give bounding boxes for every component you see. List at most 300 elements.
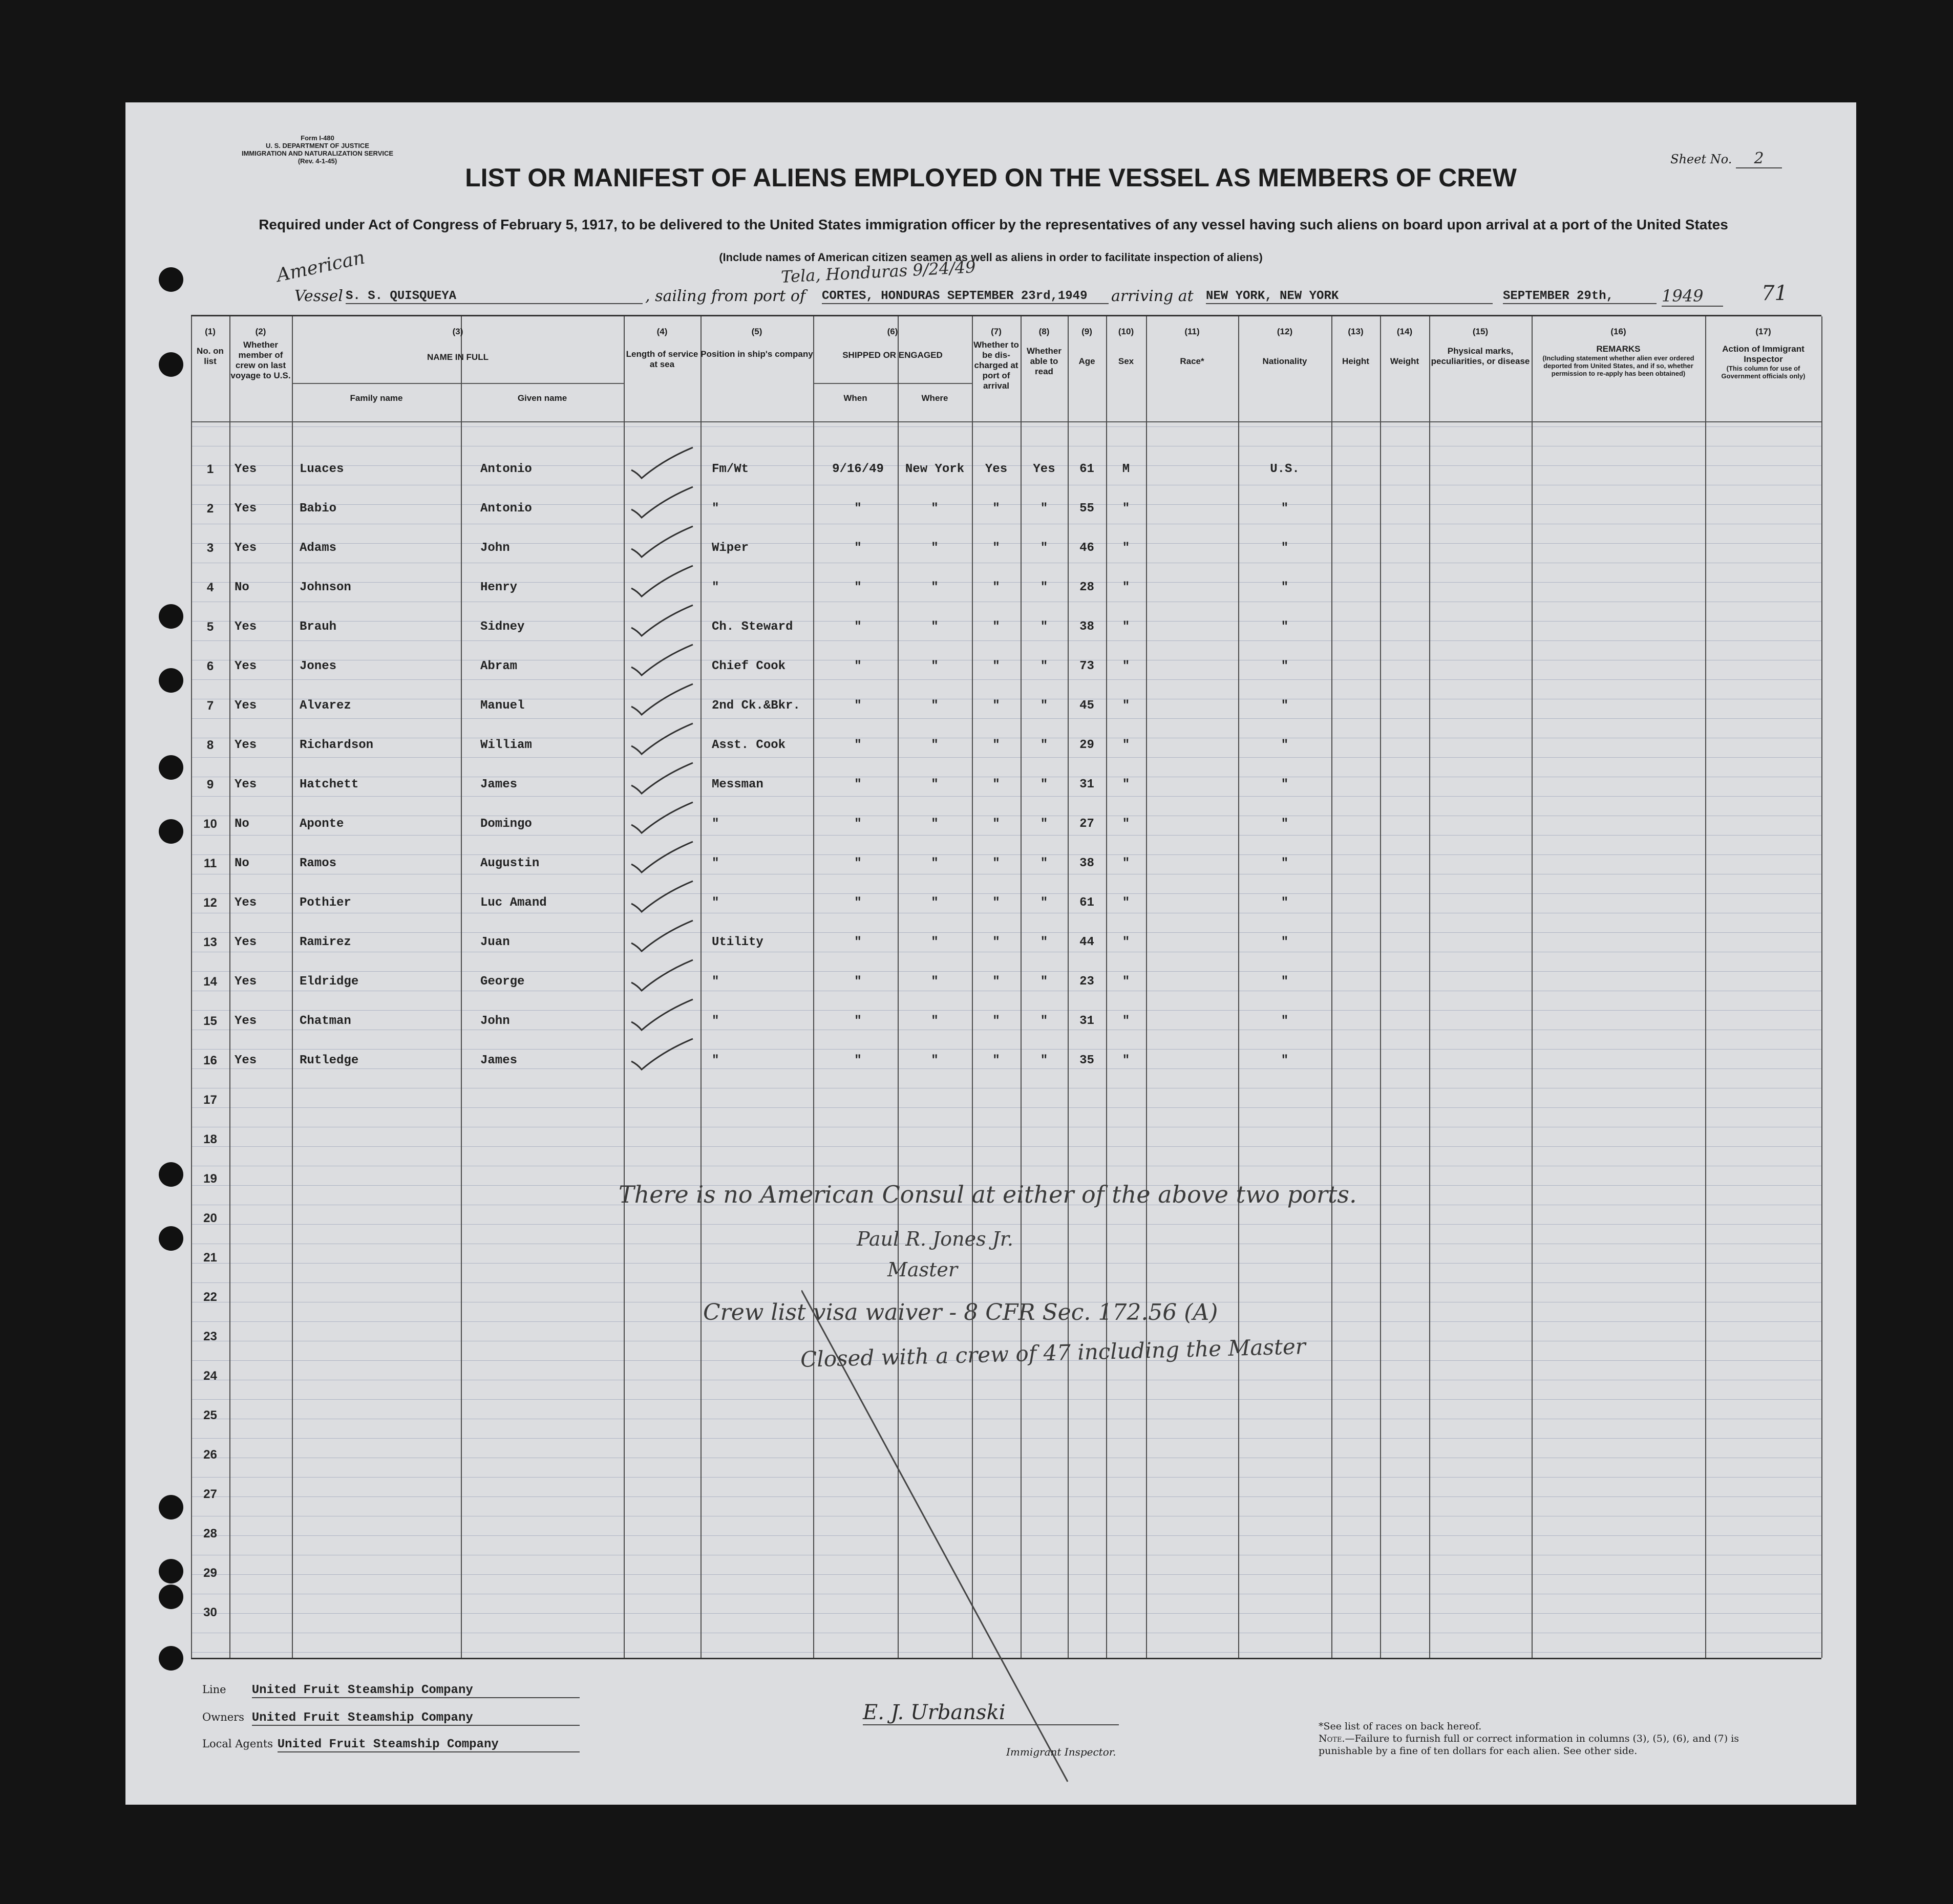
row-family-name: Chatman [300,1014,351,1028]
row-age: 45 [1079,699,1094,713]
row-last-voyage: Yes [235,541,257,555]
row-position: " [712,581,719,594]
row-given-name: Sidney [480,620,525,634]
row-position: Wiper [712,541,749,555]
row-given-name: Antonio [480,502,532,516]
col-line [292,316,293,1658]
row-last-voyage: No [235,581,249,594]
row-family-name: Pothier [300,896,351,910]
row-discharged: " [992,817,1000,831]
ruled-line [191,1146,1821,1147]
row-able-to-read: Yes [1033,462,1055,476]
sailing-port: CORTES, HONDURAS SEPTEMBER 23rd,1949 [822,289,1109,304]
punch-hole [159,1226,183,1251]
agents-value: United Fruit Steamship Company [278,1738,580,1752]
punch-hole [159,1559,183,1584]
row-shipped-when: 9/16/49 [832,462,884,476]
row-able-to-read: " [1040,1014,1048,1028]
row-able-to-read: " [1040,817,1048,831]
row-family-name: Luaces [300,462,344,476]
row-last-voyage: Yes [235,896,257,910]
ruled-line [191,640,1821,641]
row-nationality: " [1281,659,1289,673]
row-position: Asst. Cook [712,738,786,752]
page-title: LIST OR MANIFEST OF ALIENS EMPLOYED ON THE VESSEL AS MEMBERS OF CREW [465,163,1517,192]
col17-header: (17) Action of Immigrant Inspector (This column for use of Government officials only) [1721,327,1806,380]
row-nationality: " [1281,620,1289,634]
row-last-voyage: Yes [235,699,257,713]
row-age: 31 [1079,778,1094,791]
ruled-line [191,1263,1821,1264]
row-sex: " [1122,1014,1130,1028]
ruled-line [191,757,1821,758]
row-row-number: 12 [203,896,217,910]
row-shipped-when: " [854,502,862,516]
checkmark-icon [627,523,699,559]
row-shipped-when: " [854,817,862,831]
form-service: IMMIGRATION AND NATURALIZATION SERVICE [241,149,394,157]
row-nationality: " [1281,1014,1289,1028]
inspector-label: Immigrant Inspector. [1006,1746,1116,1758]
row-nationality: " [1281,502,1289,516]
row-able-to-read: " [1040,935,1048,949]
col-line [1532,316,1533,1658]
row-given-name: Augustin [480,857,540,870]
row-given-name: Luc Amand [480,896,547,910]
col16-header: (16) REMARKS (Including statement whether alien ever ordered deported from United States, and if so, whether permission to re-apply has been obtained) [1542,327,1694,377]
row-shipped-where: " [931,817,939,831]
when-header: When [843,393,867,403]
row-last-voyage: Yes [235,1014,257,1028]
arriving-label: arriving at [1111,287,1194,305]
row-sex: " [1122,935,1130,949]
row-nationality: " [1281,857,1289,870]
row-number: 21 [203,1251,217,1265]
col-line [1146,316,1147,1658]
row-position: 2nd Ck.&Bkr. [712,699,800,713]
row-row-number: 11 [203,857,217,870]
row-able-to-read: " [1040,620,1048,634]
agents-row: Local Agents United Fruit Steamship Company [202,1738,580,1752]
row-number: 25 [203,1408,217,1422]
row-able-to-read: " [1040,778,1048,791]
row-position: Utility [712,935,763,949]
row-shipped-when: " [854,896,862,910]
row-able-to-read: " [1040,896,1048,910]
row-family-name: Aponte [300,817,344,831]
row-age: 23 [1079,975,1094,989]
row-able-to-read: " [1040,541,1048,555]
row-last-voyage: Yes [235,620,257,634]
header-bottom-line [191,421,1821,422]
row-age: 46 [1079,541,1094,555]
races-note: *See list of races on back hereof. [1319,1721,1482,1732]
row-nationality: " [1281,778,1289,791]
row-last-voyage: Yes [235,935,257,949]
row-able-to-read: " [1040,502,1048,516]
row-family-name: Richardson [300,738,374,752]
name-subheader-line [292,383,624,384]
row-shipped-where: " [931,581,939,594]
vessel-line [279,284,1820,310]
row-able-to-read: " [1040,857,1048,870]
port-correction-handwritten: Tela, Honduras 9/24/49 [780,257,976,287]
row-last-voyage: No [235,817,249,831]
consul-note: There is no American Consul at either of the above two ports. [619,1181,1357,1208]
row-nationality: " [1281,738,1289,752]
row-given-name: Domingo [480,817,532,831]
checkmark-icon [627,563,699,598]
row-age: 28 [1079,581,1094,594]
checkmark-icon [627,602,699,638]
row-position: Messman [712,778,763,791]
sailing-label: , sailing from port of [645,287,806,305]
col-line [1429,316,1430,1658]
row-shipped-where: " [931,896,939,910]
checkmark-icon [627,760,699,796]
row-sex: " [1122,817,1130,831]
row-shipped-when: " [854,975,862,989]
col-line [1331,316,1332,1658]
visa-waiver-note: Crew list visa waiver - 8 CFR Sec. 172.56 (A) [703,1299,1218,1325]
row-position: Ch. Steward [712,620,793,634]
form-number: Form I-480 [301,134,334,142]
row-last-voyage: Yes [235,1054,257,1067]
row-last-voyage: Yes [235,462,257,476]
col-line [229,316,230,1658]
row-given-name: William [480,738,532,752]
row-given-name: Abram [480,659,518,673]
given-name-header: Given name [517,393,567,403]
punch-hole [159,1646,183,1671]
row-nationality: " [1281,541,1289,555]
vessel-name: S. S. QUISQUEYA [346,289,643,304]
row-discharged: Yes [985,462,1008,476]
punch-hole [159,1162,183,1187]
row-position: " [712,896,719,910]
row-number: 22 [203,1290,217,1304]
row-shipped-when: " [854,1054,862,1067]
row-nationality: " [1281,581,1289,594]
row-age: 31 [1079,1014,1094,1028]
row-position: " [712,1014,719,1028]
checkmark-icon [627,957,699,993]
row-shipped-where: " [931,620,939,634]
row-shipped-when: " [854,935,862,949]
row-nationality: " [1281,935,1289,949]
row-sex: " [1122,581,1130,594]
col12-header: (12) Nationality [1262,327,1307,366]
shipped-subheader-line [813,383,972,384]
row-last-voyage: No [235,857,249,870]
row-number: 28 [203,1527,217,1541]
row-discharged: " [992,935,1000,949]
col3-header: (3) NAME IN FULL [427,327,489,362]
row-shipped-where: " [931,659,939,673]
note-text: —Failure to furnish full or correct information in columns (3), (5), (6), and (7) is punishable by a fine of ten dollars for each alien. See other side. [1319,1733,1739,1757]
row-number: 20 [203,1211,217,1225]
ruled-line [191,971,1821,972]
row-family-name: Eldridge [300,975,359,989]
checkmark-icon [627,839,699,874]
form-rev: (Rev. 4-1-45) [298,157,337,165]
row-nationality: " [1281,1054,1289,1067]
row-able-to-read: " [1040,659,1048,673]
row-shipped-where: " [931,975,939,989]
checkmark-icon [627,681,699,717]
col1-header: (1) No. on list [197,327,224,366]
master-signature: Paul R. Jones Jr. [857,1228,1013,1250]
row-number: 18 [203,1132,217,1146]
row-family-name: Adams [300,541,337,555]
row-shipped-where: " [931,541,939,555]
row-number: 19 [203,1172,217,1186]
row-position: " [712,502,719,516]
row-position: " [712,1054,719,1067]
punch-hole [159,1495,183,1520]
row-discharged: " [992,1014,1000,1028]
checkmark-icon [627,444,699,480]
row-shipped-when: " [854,581,862,594]
col-line [461,316,462,1658]
row-given-name: Manuel [480,699,525,713]
col11-header: (11) Race* [1180,327,1204,366]
row-discharged: " [992,620,1000,634]
row-age: 35 [1079,1054,1094,1067]
row-number: 30 [203,1606,217,1619]
col10-header: (10) Sex [1118,327,1134,366]
line-row: Line United Fruit Steamship Company [202,1683,580,1698]
row-discharged: " [992,896,1000,910]
row-nationality: " [1281,975,1289,989]
col-line [1705,316,1706,1658]
row-family-name: Jones [300,659,337,673]
row-discharged: " [992,502,1000,516]
col9-header: (9) Age [1078,327,1095,366]
manifest-sheet [125,102,1856,1805]
row-shipped-when: " [854,857,862,870]
col-line [1380,316,1381,1658]
row-family-name: Babio [300,502,337,516]
row-number: 29 [203,1566,217,1580]
row-position: Chief Cook [712,659,786,673]
row-shipped-where: New York [905,462,965,476]
col7-header: (7) Whether to be dis-charged at port of arrival [973,327,1019,391]
row-sex: " [1122,699,1130,713]
family-name-header: Family name [350,393,403,403]
row-nationality: " [1281,699,1289,713]
line-value: United Fruit Steamship Company [252,1683,580,1698]
ruled-line [191,1107,1821,1108]
row-discharged: " [992,659,1000,673]
checkmark-icon [627,917,699,953]
col13-header: (13) Height [1342,327,1369,366]
punch-hole [159,668,183,693]
punch-hole [159,267,183,292]
row-shipped-where: " [931,857,939,870]
row-number: 17 [203,1093,217,1107]
row-family-name: Ramirez [300,935,351,949]
row-able-to-read: " [1040,699,1048,713]
footer-note [1319,1720,1759,1757]
row-shipped-where: " [931,935,939,949]
arrival-date: SEPTEMBER 29th, [1503,289,1657,304]
row-row-number: 3 [206,541,214,555]
row-given-name: James [480,1054,518,1067]
row-shipped-where: " [931,1054,939,1067]
checkmark-icon [627,996,699,1032]
row-age: 29 [1079,738,1094,752]
where-header: Where [921,393,948,403]
row-given-name: Henry [480,581,518,594]
col15-header: (15) Physical marks, peculiarities, or disease [1431,327,1530,366]
row-age: 73 [1079,659,1094,673]
punch-hole [159,352,183,377]
row-able-to-read: " [1040,738,1048,752]
row-family-name: Rutledge [300,1054,359,1067]
master-title: Master [887,1258,958,1281]
punch-hole [159,604,183,629]
row-able-to-read: " [1040,975,1048,989]
row-sex: " [1122,896,1130,910]
checkmark-icon [627,1036,699,1072]
row-shipped-when: " [854,541,862,555]
row-last-voyage: Yes [235,659,257,673]
col6-header: (6) SHIPPED OR ENGAGED [842,327,943,360]
row-discharged: " [992,778,1000,791]
row-row-number: 14 [203,975,217,989]
row-shipped-when: " [854,1014,862,1028]
american-handwritten: American [274,247,367,286]
checkmark-icon [627,484,699,520]
row-sex: " [1122,1054,1130,1067]
row-discharged: " [992,1054,1000,1067]
row-family-name: Johnson [300,581,351,594]
row-shipped-where: " [931,502,939,516]
row-shipped-when: " [854,620,862,634]
sheet-number-value: 2 [1736,149,1782,168]
ruled-line [191,1068,1821,1069]
arrival-year: 1949 [1662,286,1723,307]
row-number: 23 [203,1330,217,1343]
required-statement: Required under Act of Congress of February 5, 1917, to be delivered to the United States immigration officer by the representatives of any vessel having such aliens on board upon arrival at a port of the United States [259,217,1728,232]
col14-header: (14) Weight [1390,327,1419,366]
ruled-line [191,1282,1821,1283]
col-line [624,316,625,1658]
row-row-number: 10 [203,817,217,831]
row-row-number: 2 [206,502,214,516]
row-sex: " [1122,620,1130,634]
checkmark-icon [627,878,699,914]
row-age: 38 [1079,620,1094,634]
ruled-line [191,796,1821,797]
row-last-voyage: Yes [235,738,257,752]
row-shipped-when: " [854,699,862,713]
row-age: 27 [1079,817,1094,831]
row-sex: " [1122,659,1130,673]
inspector-signature: E. J. Urbanski [863,1701,1119,1725]
row-discharged: " [992,975,1000,989]
row-able-to-read: " [1040,1054,1048,1067]
row-discharged: " [992,541,1000,555]
col-line [700,316,702,1658]
row-sex: M [1122,462,1130,476]
row-discharged: " [992,857,1000,870]
page-mark: 71 [1761,282,1788,305]
row-family-name: Hatchett [300,778,359,791]
include-note: (Include names of American citizen seamen as well as aliens in order to facilitate inspection of aliens) [719,251,1263,264]
row-position: " [712,975,719,989]
row-row-number: 4 [206,581,214,594]
punch-hole [159,1585,183,1609]
row-last-voyage: Yes [235,778,257,791]
ruled-line [191,854,1821,855]
checkmark-icon [627,641,699,677]
ruled-line [191,1224,1821,1225]
row-age: 61 [1079,896,1094,910]
row-row-number: 7 [206,699,214,713]
row-given-name: John [480,541,510,555]
row-last-voyage: Yes [235,975,257,989]
row-shipped-when: " [854,659,862,673]
punch-hole [159,819,183,844]
checkmark-icon [627,799,699,835]
row-family-name: Brauh [300,620,337,634]
row-age: 38 [1079,857,1094,870]
ruled-line [191,718,1821,719]
row-family-name: Alvarez [300,699,351,713]
form-dept: U. S. DEPARTMENT OF JUSTICE [266,142,369,149]
row-given-name: James [480,778,518,791]
row-discharged: " [992,581,1000,594]
ruled-line [191,679,1821,680]
owners-row: Owners United Fruit Steamship Company [202,1711,580,1726]
row-sex: " [1122,502,1130,516]
row-sex: " [1122,541,1130,555]
row-discharged: " [992,699,1000,713]
row-nationality: " [1281,896,1289,910]
row-row-number: 13 [203,935,217,949]
punch-hole [159,755,183,780]
row-row-number: 15 [203,1014,217,1028]
row-row-number: 9 [206,778,214,791]
closed-crew-note: Closed with a crew of 47 including the Master [800,1334,1306,1372]
row-number: 24 [203,1369,217,1383]
row-family-name: Ramos [300,857,337,870]
ruled-line [191,835,1821,836]
row-row-number: 8 [206,738,214,752]
col5-header: (5) Position in ship's company [700,327,813,359]
row-position: Fm/Wt [712,462,749,476]
note-label: Note. [1319,1733,1345,1744]
row-age: 61 [1079,462,1094,476]
row-number: 27 [203,1487,217,1501]
row-sex: " [1122,778,1130,791]
row-row-number: 5 [206,620,214,634]
col8-header: (8) Whether able to read [1027,327,1062,376]
ruled-line [191,426,1821,427]
row-nationality: U.S. [1270,462,1300,476]
row-given-name: Antonio [480,462,532,476]
row-able-to-read: " [1040,581,1048,594]
owners-value: United Fruit Steamship Company [252,1711,580,1726]
row-age: 55 [1079,502,1094,516]
vessel-label: Vessel [294,287,343,305]
arriving-port: NEW YORK, NEW YORK [1206,289,1493,304]
row-shipped-where: " [931,778,939,791]
row-last-voyage: Yes [235,502,257,516]
row-sex: " [1122,975,1130,989]
